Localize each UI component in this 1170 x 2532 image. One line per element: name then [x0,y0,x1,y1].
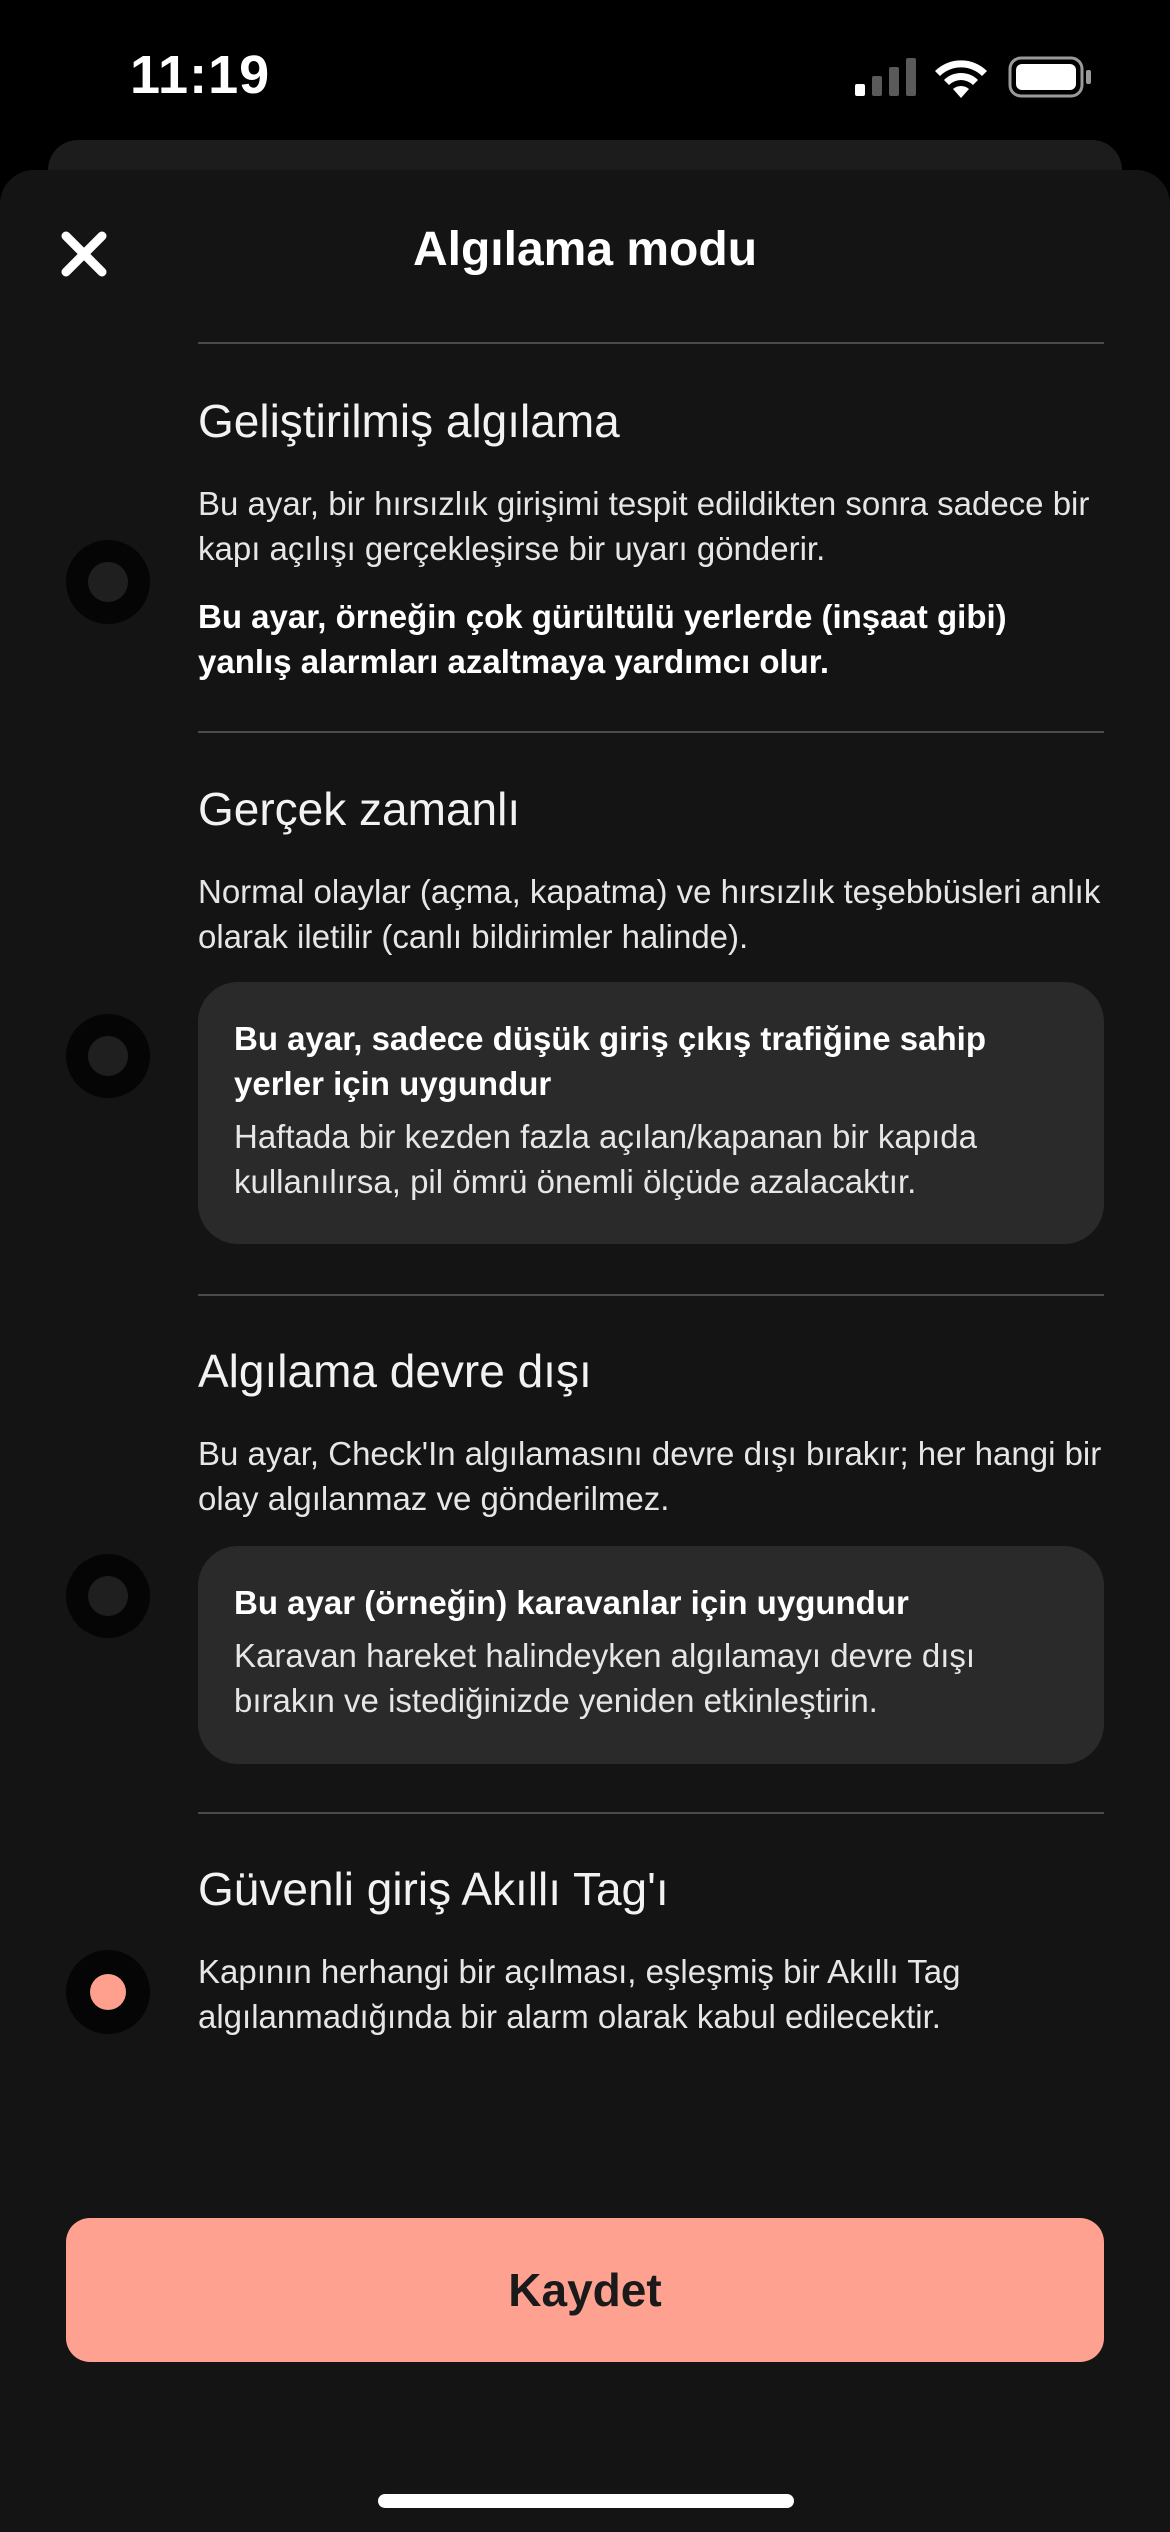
radio-enhanced-detection[interactable] [66,540,150,624]
option-description-real-time: Normal olaylar (açma, kapatma) ve hırsızlık teşebbüsleri anlık olarak iletilir (canlı bildirimler halinde). [198,873,1101,955]
status-time: 11:19 [130,45,271,105]
option-description-detection-disabled: Bu ayar, Check'In algılamasını devre dışı bırakır; her hangi bir olay algılanmaz ve gönderilmez. [198,1435,1102,1517]
radio-detection-disabled[interactable] [66,1554,150,1638]
home-indicator [378,2494,794,2508]
wifi-icon [932,56,990,98]
radio-real-time[interactable] [66,1014,150,1098]
info-box-title: Bu ayar (örneğin) karavanlar için uygundur [234,1584,909,1621]
radio-selected-dot [90,1974,126,2010]
divider [198,731,1104,733]
option-title-real-time: Gerçek zamanlı [198,783,521,835]
option-title-secure-entry-smart-tag: Güvenli giriş Akıllı Tag'ı [198,1863,669,1915]
info-box-detection-disabled [198,1546,1104,1764]
info-box-title: Bu ayar, sadece düşük giriş çıkış trafiğine sahip yerler için uygundur [234,1020,986,1102]
option-description-enhanced-detection: Bu ayar, bir hırsızlık girişimi tespit edildikten sonra sadece bir kapı açılışı gerçekleşirse bir uyarı gönderir. [198,485,1090,567]
option-note-enhanced-detection: Bu ayar, örneğin çok gürültülü yerlerde (inşaat gibi) yanlış alarmları azaltmaya yardımcı olur. [198,598,1007,680]
divider [198,1812,1104,1814]
info-box-text: Karavan hareket halindeyken algılamayı devre dışı bırakın ve istediğinizde yeniden etkinleştirin. [234,1637,976,1719]
battery-icon [1008,56,1092,98]
cellular-signal-icon [855,58,917,96]
status-bar [0,0,1170,150]
page-title: Algılama modu [412,223,758,276]
option-title-detection-disabled: Algılama devre dışı [198,1345,592,1397]
detection-mode-sheet [0,170,1170,2532]
save-button[interactable]: Kaydet [66,2218,1104,2362]
divider [198,342,1104,344]
info-box-real-time [198,982,1104,1244]
option-description-secure-entry-smart-tag: Kapının herhangi bir açılması, eşleşmiş bir Akıllı Tag algılanmadığında bir alarm olarak kabul edilecektir. [198,1953,961,2035]
option-title-enhanced-detection: Geliştirilmiş algılama [198,395,620,447]
radio-secure-entry-smart-tag[interactable] [66,1950,150,2034]
info-box-text: Haftada bir kezden fazla açılan/kapanan bir kapıda kullanılırsa, pil ömrü önemli ölçüde azalacaktır. [234,1118,977,1200]
divider [198,1294,1104,1296]
